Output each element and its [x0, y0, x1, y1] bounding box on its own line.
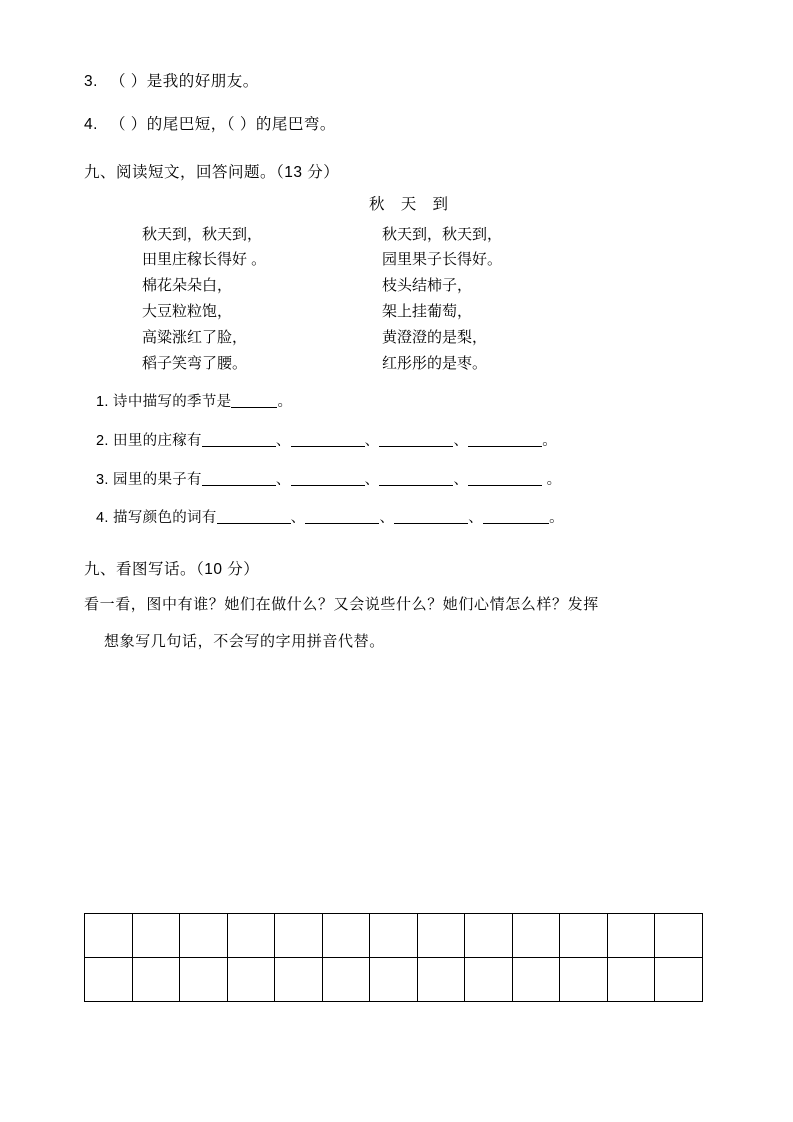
poem-line — [142, 222, 709, 248]
question-4 — [84, 113, 709, 138]
poem-line-left: 大豆粒粒饱， — [142, 302, 233, 320]
question-4-text: （ ）的尾巴短，（ ）的尾巴弯。 — [110, 115, 336, 133]
writing-grid-cell[interactable] — [513, 958, 561, 1002]
writing-grid-row — [85, 914, 703, 958]
writing-grid[interactable] — [84, 913, 703, 1002]
answer-blank[interactable] — [394, 509, 468, 524]
question-3-text: （ ）是我的好朋友。 — [110, 73, 259, 90]
answer-blank[interactable] — [291, 432, 365, 447]
writing-grid-cell[interactable] — [465, 914, 513, 958]
writing-grid-cell[interactable] — [513, 914, 561, 958]
writing-grid-cell[interactable] — [275, 958, 323, 1002]
poem-line-right: 秋天到，秋天到， — [382, 225, 503, 243]
poem-line — [142, 351, 709, 377]
poem-line-right: 园里果子长得好。 — [382, 251, 503, 269]
reading-subquestion-4-number: 4. — [96, 510, 109, 527]
reading-section-heading: 九、阅读短文，回答问题。（13 分） — [84, 163, 340, 181]
writing-grid-cell[interactable] — [370, 958, 418, 1002]
poem-line-right: 架上挂葡萄， — [382, 302, 473, 320]
reading-subquestion-4-text: 描写颜色的词有 — [113, 510, 217, 527]
writing-prompt-line-2 — [84, 626, 709, 658]
writing-grid-cell[interactable] — [85, 914, 133, 958]
poem-line-right: 黄澄澄的是梨， — [382, 328, 488, 346]
writing-grid-cell[interactable] — [85, 958, 133, 1002]
writing-grid-cell[interactable] — [560, 958, 608, 1002]
reading-subquestion-1-text: 诗中描写的季节是 — [113, 394, 232, 411]
poem-line-left: 稻子笑弯了腰。 — [142, 354, 248, 372]
reading-subquestion-2-number: 2. — [96, 433, 109, 450]
writing-grid-cell[interactable] — [608, 914, 656, 958]
answer-blank[interactable] — [231, 393, 277, 408]
writing-prompt-line-2-text: 想象写几句话，不会写的字用拼音代替。 — [104, 633, 385, 651]
writing-grid-cell[interactable] — [608, 958, 656, 1002]
answer-blank[interactable] — [483, 509, 549, 524]
writing-grid-cell[interactable] — [180, 914, 228, 958]
writing-grid-cell[interactable] — [228, 958, 276, 1002]
writing-grid-cell[interactable] — [370, 914, 418, 958]
writing-prompt-line-1: 看一看，图中有谁？她们在做什么？又会说些什么？她们心情怎么样？发挥 — [84, 595, 599, 613]
reading-subquestion-4: 4. 描写颜色的词有 、 、 、 。 — [96, 510, 564, 527]
poem-line-left: 高粱涨红了脸， — [142, 328, 248, 346]
reading-subquestion-1 — [96, 390, 709, 415]
poem-line-left: 秋天到，秋天到， — [142, 225, 263, 243]
writing-grid-cell[interactable] — [655, 958, 703, 1002]
reading-subquestion-4-suffix: 。 — [549, 510, 564, 527]
reading-subquestion-3-text: 园里的果子有 — [113, 471, 202, 488]
writing-grid-row — [85, 958, 703, 1002]
writing-grid-cell[interactable] — [228, 914, 276, 958]
reading-subquestion-2-suffix: 。 — [542, 433, 558, 450]
poem-line — [142, 325, 709, 351]
reading-subquestion-3: 3. 园里的果子有 、 、 、 。 — [96, 471, 562, 488]
reading-subquestion-2: 2. 田里的庄稼有 、 、 、 。 — [96, 433, 558, 450]
writing-grid-cell[interactable] — [180, 958, 228, 1002]
writing-grid-cell[interactable] — [133, 958, 181, 1002]
poem-line-right: 枝头结柿子， — [382, 277, 473, 295]
answer-blank[interactable] — [468, 432, 542, 447]
poem-body — [84, 222, 709, 377]
answer-blank[interactable] — [379, 432, 453, 447]
poem-title: 秋 天 到 — [368, 195, 455, 213]
answer-blank[interactable] — [468, 471, 542, 486]
writing-grid-cell[interactable] — [655, 914, 703, 958]
writing-section-heading: 九、看图写话。（10 分） — [84, 560, 260, 578]
poem-line — [142, 247, 709, 273]
answer-blank[interactable] — [379, 471, 453, 486]
question-3 — [84, 70, 709, 95]
page-content — [84, 70, 709, 658]
reading-subquestion-3-number: 3. — [96, 471, 109, 488]
writing-grid-cell[interactable] — [560, 914, 608, 958]
writing-grid-cell[interactable] — [275, 914, 323, 958]
question-3-number: 3. — [84, 73, 98, 90]
writing-grid-cell[interactable] — [418, 958, 466, 1002]
answer-blank[interactable] — [305, 509, 379, 524]
reading-subquestion-3-suffix: 。 — [546, 471, 562, 488]
writing-grid-cell[interactable] — [133, 914, 181, 958]
reading-subquestion-2-text: 田里的庄稼有 — [113, 433, 202, 450]
poem-line — [142, 299, 709, 325]
writing-grid-cell[interactable] — [323, 914, 371, 958]
reading-subquestion-1-suffix: 。 — [277, 394, 293, 411]
answer-blank[interactable] — [202, 432, 276, 447]
poem-line-left: 棉花朵朵白， — [142, 277, 233, 295]
writing-grid-cell[interactable] — [465, 958, 513, 1002]
poem-line-right: 红彤彤的是枣。 — [382, 354, 488, 372]
answer-blank[interactable] — [217, 509, 291, 524]
answer-blank[interactable] — [202, 471, 276, 486]
writing-grid-cell[interactable] — [323, 958, 371, 1002]
answer-blank[interactable] — [291, 471, 365, 486]
poem-line — [142, 273, 709, 299]
poem-line-left: 田里庄稼长得好 。 — [142, 251, 267, 269]
question-4-number: 4. — [84, 115, 98, 133]
reading-subquestion-1-number: 1. — [96, 394, 109, 411]
writing-grid-cell[interactable] — [418, 914, 466, 958]
